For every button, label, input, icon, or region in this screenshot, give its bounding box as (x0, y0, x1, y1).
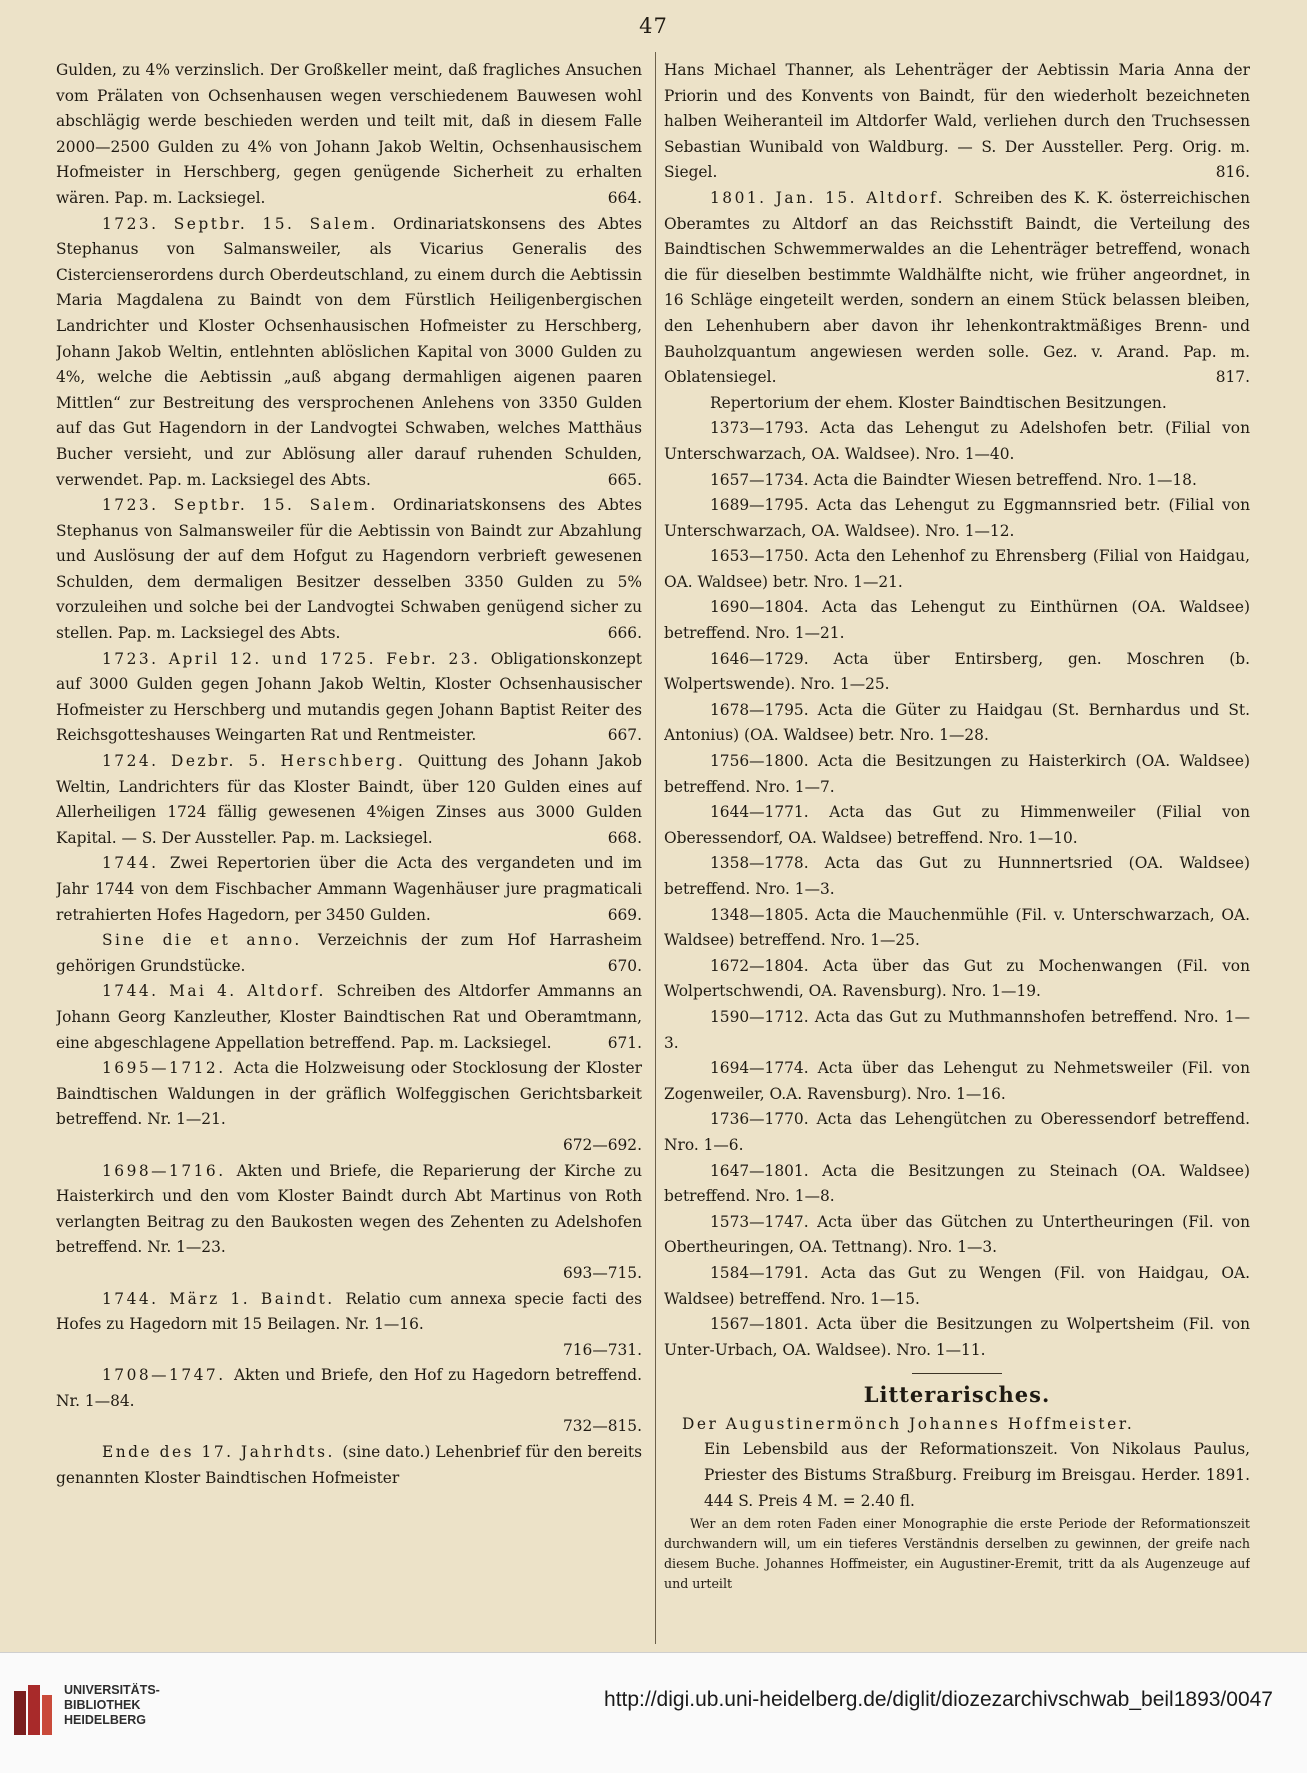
entry-number: 671. (607, 1033, 642, 1052)
entry-date-place: 1698—1716. (102, 1161, 237, 1180)
right-entry (664, 1159, 1250, 1210)
entry-text: Relatio cum annexa specie facti des Hofes zu Hagedorn mit 15 Beilagen. Nr. 1—16. (56, 1289, 642, 1334)
right-entry (664, 647, 1250, 698)
entry-date-place: 1695—1712. (102, 1059, 234, 1078)
right-entry (664, 1261, 1250, 1312)
entry-date-place: Ende des 17. Jahrhdts. (102, 1443, 343, 1462)
right-entry (664, 58, 1250, 186)
right-entry (664, 698, 1250, 749)
entry-text: 1647—1801. Acta die Besitzungen zu Steinach (OA. Waldsee) betreffend. Nro. 1—8. (664, 1161, 1250, 1206)
library-logo-icon (12, 1681, 56, 1741)
entry-number: 668. (607, 828, 642, 847)
column-divider (655, 52, 656, 1644)
entry-number: 693—715. (562, 1263, 642, 1282)
right-entry (664, 544, 1250, 595)
right-entry (664, 1005, 1250, 1056)
left-column (56, 58, 642, 1638)
left-entry (56, 58, 642, 212)
right-entry (664, 416, 1250, 467)
entry-text: Zwei Repertorien über die Acta des vergandeten und im Jahr 1744 von dem Fischbacher Ammann Wagenhäuser jure pragmaticali retrahierten Hofes Hagedorn, per 3450 Gulden. (56, 854, 642, 924)
entry-text: 1646—1729. Acta über Entirsberg, gen. Moschren (b. Wolpertswende). Nro. 1—25. (664, 649, 1250, 694)
section-separator (912, 1373, 1002, 1374)
left-entry (56, 979, 642, 1056)
entry-number: 665. (607, 470, 642, 489)
entry-text: 1373—1793. Acta das Lehengut zu Adelshofen betr. (Filial von Unterschwarzach, OA. Waldsee). Nro. 1—40. (664, 419, 1250, 463)
right-entry (664, 954, 1250, 1005)
left-entry (56, 647, 642, 749)
entry-number: 817. (1215, 368, 1250, 387)
entry-number: 732—815. (562, 1417, 642, 1436)
entry-text: 1584—1791. Acta das Gut zu Wengen (Fil. von Haidgau, OA. Waldsee) betreffend. Nro. 1—15. (664, 1263, 1250, 1308)
entry-date-place: 1723. Septbr. 15. Salem. (102, 214, 393, 233)
left-entry (56, 928, 642, 979)
right-entry (664, 595, 1250, 646)
digitization-footer (0, 1652, 1307, 1773)
left-entry (56, 1287, 642, 1364)
right-entry (664, 1210, 1250, 1261)
entry-number: 669. (607, 905, 642, 924)
page-number: 47 (639, 14, 668, 38)
entry-text: 1672—1804. Acta über das Gut zu Mochenwangen (Fil. von Wolpertschwendi, OA. Ravensburg). Nro. 1—19. (664, 956, 1250, 1001)
right-entry (664, 1107, 1250, 1158)
entry-date-place: 1723. April 12. und 1725. Febr. 23. (102, 649, 491, 668)
review-book-title: Der Augustinermönch Johannes Hoffmeister. (682, 1414, 1135, 1433)
entry-number: 816. (1215, 163, 1250, 182)
entry-text: 1573—1747. Acta über das Gütchen zu Untertheuringen (Fil. von Obertheuringen, OA. Tettnang). Nro. 1—3. (664, 1212, 1250, 1257)
entry-text: 1644—1771. Acta das Gut zu Himmenweiler (Filial von Oberessendorf, OA. Waldsee) betreffend. Nro. 1—10. (664, 803, 1250, 847)
entry-number: 666. (607, 624, 642, 643)
right-entry (664, 749, 1250, 800)
entry-number: 716—731. (562, 1340, 642, 1359)
right-entry (664, 493, 1250, 544)
entry-number: 672—692. (562, 1135, 642, 1154)
right-entry (664, 468, 1250, 494)
left-entry (56, 493, 642, 647)
right-column (664, 58, 1250, 1638)
library-logo[interactable] (12, 1679, 252, 1749)
entry-text: Gulden, zu 4% verzinslich. Der Großkeller meint, daß fragliches Ansuchen vom Prälaten von Ochsenhausen wegen verschiedenem Bauwesen wohl abschlägig werde beschieden werden und teilt mit, daß in diesem Falle 2000—2500 Gulden zu 4% von Johann Jakob Weltin, Ochsenhausischem Hofmeister in Herschberg, gegen genügende Sicherheit zu erhalten wären. Pap. m. Lacksiegel. (56, 61, 642, 207)
left-entry (56, 1440, 642, 1491)
entry-number: 670. (607, 956, 642, 975)
entry-text: 1689—1795. Acta das Lehengut zu Eggmannsried betr. (Filial von Unterschwarzach, OA. Waldsee). Nro. 1—12. (664, 496, 1250, 540)
entry-text: 1690—1804. Acta das Lehengut zu Einthürnen (OA. Waldsee) betreffend. Nro. 1—21. (664, 598, 1250, 643)
left-entry (56, 212, 642, 494)
entry-date-place: 1744. Mai 4. Altdorf. (102, 982, 337, 1001)
entry-text: Quittung des Johann Jakob Weltin, Landrichters für das Kloster Baindt, über 120 Gulden eines auf Allerheiligen 1724 fällig gewesenen 4%igen Zinses aus 3000 Gulden Kapital. — S. Der Aussteller. Pap. m. Lacksiegel. (56, 752, 642, 847)
entry-text: Verzeichnis der zum Hof Harrasheim gehörigen Grundstücke. (56, 931, 642, 975)
left-entry (56, 749, 642, 851)
right-entry (664, 186, 1250, 391)
entry-date-place: 1801. Jan. 15. Altdorf. (710, 188, 955, 207)
right-entry (664, 1056, 1250, 1107)
entry-text: 1590—1712. Acta das Gut zu Muthmannshofen betreffend. Nro. 1—3. (664, 1007, 1250, 1052)
entry-date-place: 1724. Dezbr. 5. Herschberg. (102, 752, 418, 771)
entry-text: Schreiben des Altdorfer Ammanns an Johann Georg Kanzleuther, Kloster Baindtischen Rat und Oberamtmann, eine abgeschlagene Appellation betreffend. Pap. m. Lacksiegel. (56, 982, 642, 1052)
repertorium-entries (664, 58, 1250, 1363)
entry-date-place: 1708—1747. (102, 1366, 234, 1385)
entry-number: 664. (607, 188, 642, 207)
entry-date-place: 1723. Septbr. 15. Salem. (102, 496, 393, 515)
entry-date-place: Sine die et anno. (102, 931, 318, 950)
entry-text: 1567—1801. Acta über die Besitzungen zu Wolpertsheim (Fil. von Unter-Urbach, OA. Waldsee). Nro. 1—11. (664, 1315, 1250, 1359)
source-url-link[interactable]: http://digi.ub.uni-heidelberg.de/diglit/diozezarchivschwab_beil1893/0047 (604, 1688, 1273, 1711)
right-entry (664, 903, 1250, 954)
left-entry (56, 1363, 642, 1440)
entry-number: 667. (607, 726, 642, 745)
entry-text: Obligationskonzept auf 3000 Gulden gegen Johann Jakob Weltin, Kloster Ochsenhausischer Hofmeister zu Herschberg und mutandis gegen Johann Baptist Reiter des Reichsgotteshauses Weingarten Rat und Rentmeister. (56, 649, 642, 745)
entry-text: (sine dato.) Lehenbrief für den bereits genannten Kloster Baindtischen Hofmeister (56, 1443, 642, 1487)
left-entry (56, 1056, 642, 1158)
entry-text: 1756—1800. Acta die Besitzungen zu Haisterkirch (OA. Waldsee) betreffend. Nro. 1—7. (664, 752, 1250, 796)
entry-date-place: 1744. (102, 854, 170, 873)
entry-text: Acta die Holzweisung oder Stocklosung der Kloster Baindtischen Waldungen in der gräflich Wolfeggischen Gerichtsbarkeit betreffend. Nr. 1—21. (56, 1059, 642, 1129)
review-body: Wer an dem roten Faden einer Monographie die erste Periode der Reformationszeit durchwandern will, um ein tieferes Verständnis derselben zu gewinnen, der greife nach diesem Buche. Johannes Hoffmeister, ein Augustiner-Eremit, tritt da als Augenzeuge auf und urteilt (664, 1516, 1250, 1592)
left-entry (56, 851, 642, 928)
right-entry (664, 800, 1250, 851)
section-heading-literature: Litterarisches. (863, 1382, 1051, 1408)
entry-text: 1657—1734. Acta die Baindter Wiesen betreffend. Nro. 1—18. (710, 470, 1197, 489)
entry-text: Ordinariatskonsens des Abtes Stephanus von Salmansweiler, als Vicarius Generalis des Cistercienserordens durch Oberdeutschland, zu einem durch die Aebtissin Maria Magdalena zu Baindt von dem Fürstlich Heiligenbergischen Landrichter und Kloster Ochsenhausischen Hofmeister zu Herschberg, Johann Jakob Weltin, entlehnten ablöslichen Kapital von 3000 Gulden zu 4%, welche die Aebtissin „auß abgang dermahligen aigenen paaren Mittlen“ zur Bestreitung des versprochenen Anlehens von 3350 Gulden auf das Gut Hagendorn in der Landvogtei Schwaben, welches Matthäus Bucher versieht, und zur Ablösung aller darauf ruhenden Schulden, verwendet. Pap. m. Lacksiegel des Abts. (56, 214, 642, 489)
entry-text: Repertorium der ehem. Kloster Baindtischen Besitzungen. (710, 393, 1167, 412)
left-entry (56, 1159, 642, 1287)
entry-text: Ordinariatskonsens des Abtes Stephanus von Salmansweiler für die Aebtissin von Baindt zur Abzahlung und Auslösung der auf dem Hofgut zu Hagendorn verbrieft gewesenen Schulden, dem dermaligen Besitzer desselben 3350 Gulden zu 5% vorzuleihen und solche bei der Landvogtei Schwaben genügend sicher zu stellen. Pap. m. Lacksiegel des Abts. (56, 496, 642, 643)
entry-text: Hans Michael Thanner, als Lehenträger der Aebtissin Maria Anna der Priorin und des Konvents von Baindt, für den wiederholt bezeichneten halben Weiheranteil im Altdorfer Wald, verliehen durch den Truchsessen Sebastian Wunibald von Waldburg. — S. Der Aussteller. Perg. Orig. m. Siegel. (664, 61, 1250, 182)
right-entry (664, 391, 1250, 417)
right-entry (664, 1312, 1250, 1363)
entry-text: 1678—1795. Acta die Güter zu Haidgau (St. Bernhardus und St. Antonius) (OA. Waldsee) betr. Nro. 1—28. (664, 700, 1250, 745)
entry-text: Akten und Briefe, die Reparierung der Kirche zu Haisterkirch und den vom Kloster Baindt durch Abt Martinus von Roth verlangten Beitrag zu den Baukosten wegen des Zehenten zu Adelshofen betreffend. Nr. 1—23. (56, 1161, 642, 1257)
entry-date-place: 1744. März 1. Baindt. (102, 1289, 346, 1308)
entry-text: Akten und Briefe, den Hof zu Hagedorn betreffend. Nr. 1—84. (56, 1366, 642, 1410)
review-book-details: Ein Lebensbild aus der Reformationszeit. Von Nikolaus Paulus, Priester des Bistums Straßburg. Freiburg im Breisgau. Herder. 1891. 444 S. Preis 4 M. = 2.40 fl. (704, 1440, 1250, 1510)
entry-text: 1653—1750. Acta den Lehenhof zu Ehrensberg (Filial von Haidgau, OA. Waldsee) betr. Nro. 1—21. (664, 547, 1250, 591)
entry-text: 1348—1805. Acta die Mauchenmühle (Fil. v. Unterschwarzach, OA. Waldsee) betreffend. Nro. 1—25. (664, 905, 1250, 950)
entry-text: Schreiben des K. K. österreichischen Oberamtes zu Altdorf an das Reichsstift Baindt, die Verteilung des Baindtischen Schwemmerwaldes an die Lehenträger betreffend, wonach die für dieselben bestimmte Waldhälfte nicht, wie früher angeordnet, in 16 Schläge eingeteilt werden, sondern an einem Stück belassen bleiben, den Lehenhubern aber davon ihr lehenkontraktmäßiges Brenn- und Bauholzquantum angewiesen werden solle. Gez. v. Arand. Pap. m. Oblatensiegel. (664, 188, 1250, 387)
entry-text: 1694—1774. Acta über das Lehengut zu Nehmetsweiler (Fil. von Zogenweiler, O.A. Ravensburg). Nro. 1—16. (664, 1059, 1250, 1103)
entry-text: 1358—1778. Acta das Gut zu Hunnnertsried (OA. Waldsee) betreffend. Nro. 1—3. (664, 854, 1250, 898)
right-entry (664, 851, 1250, 902)
library-name: UNIVERSITÄTS- BIBLIOTHEK HEIDELBERG (64, 1683, 160, 1727)
entry-text: 1736—1770. Acta das Lehengütchen zu Oberessendorf betreffend. Nro. 1—6. (664, 1110, 1250, 1154)
